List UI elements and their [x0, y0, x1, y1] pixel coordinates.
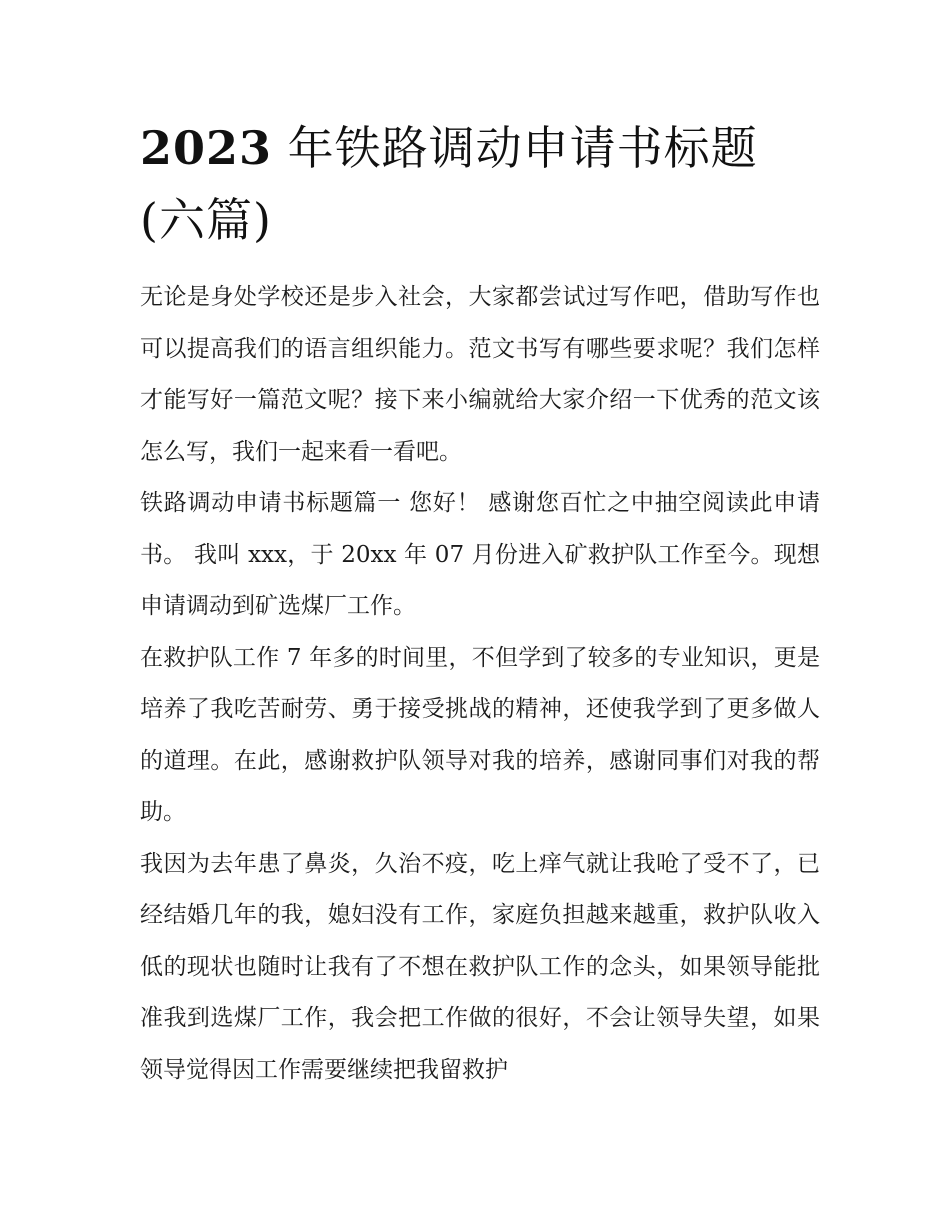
title-text: 年铁路调动申请书标题(六篇): [140, 121, 758, 247]
paragraph-greeting: 铁路调动申请书标题篇一 您好！ 感谢您百忙之中抽空阅读此申请书。 我叫 xxx，于 20xx 年 07 月份进入矿救护队工作至今。现想申请调动到矿选煤厂工作。: [140, 490, 820, 619]
document-title: [140, 112, 820, 256]
paragraph-experience: 在救护队工作 7 年多的时间里，不但学到了较多的专业知识，更是培养了我吃苦耐劳、勇于接受挑战的精神，还使我学到了更多做人的道理。在此，感谢救护队领导对我的培养，感谢同事们对我的帮助。: [140, 644, 820, 825]
title-year: 2023: [140, 121, 273, 175]
paragraph-intro: 无论是身处学校还是步入社会，大家都尝试过写作吧，借助写作也可以提高我们的语言组织能力。范文书写有哪些要求呢？我们怎样才能写好一篇范文呢？接下来小编就给大家介绍一下优秀的范文该怎么写，我们一起来看一看吧。: [140, 284, 820, 465]
document-content: [140, 112, 820, 1096]
document-body: [140, 272, 820, 1096]
paragraph-reason: 我因为去年患了鼻炎，久治不疫，吃上痒气就让我呛了受不了，已经结婚几年的我，媳妇没有工作，家庭负担越来越重，救护队收入低的现状也随时让我有了不想在救护队工作的念头，如果领导能批准我到选煤厂工作，我会把工作做的很好，不会让领导失望，如果领导觉得因工作需要继续把我留救护: [140, 850, 820, 1083]
